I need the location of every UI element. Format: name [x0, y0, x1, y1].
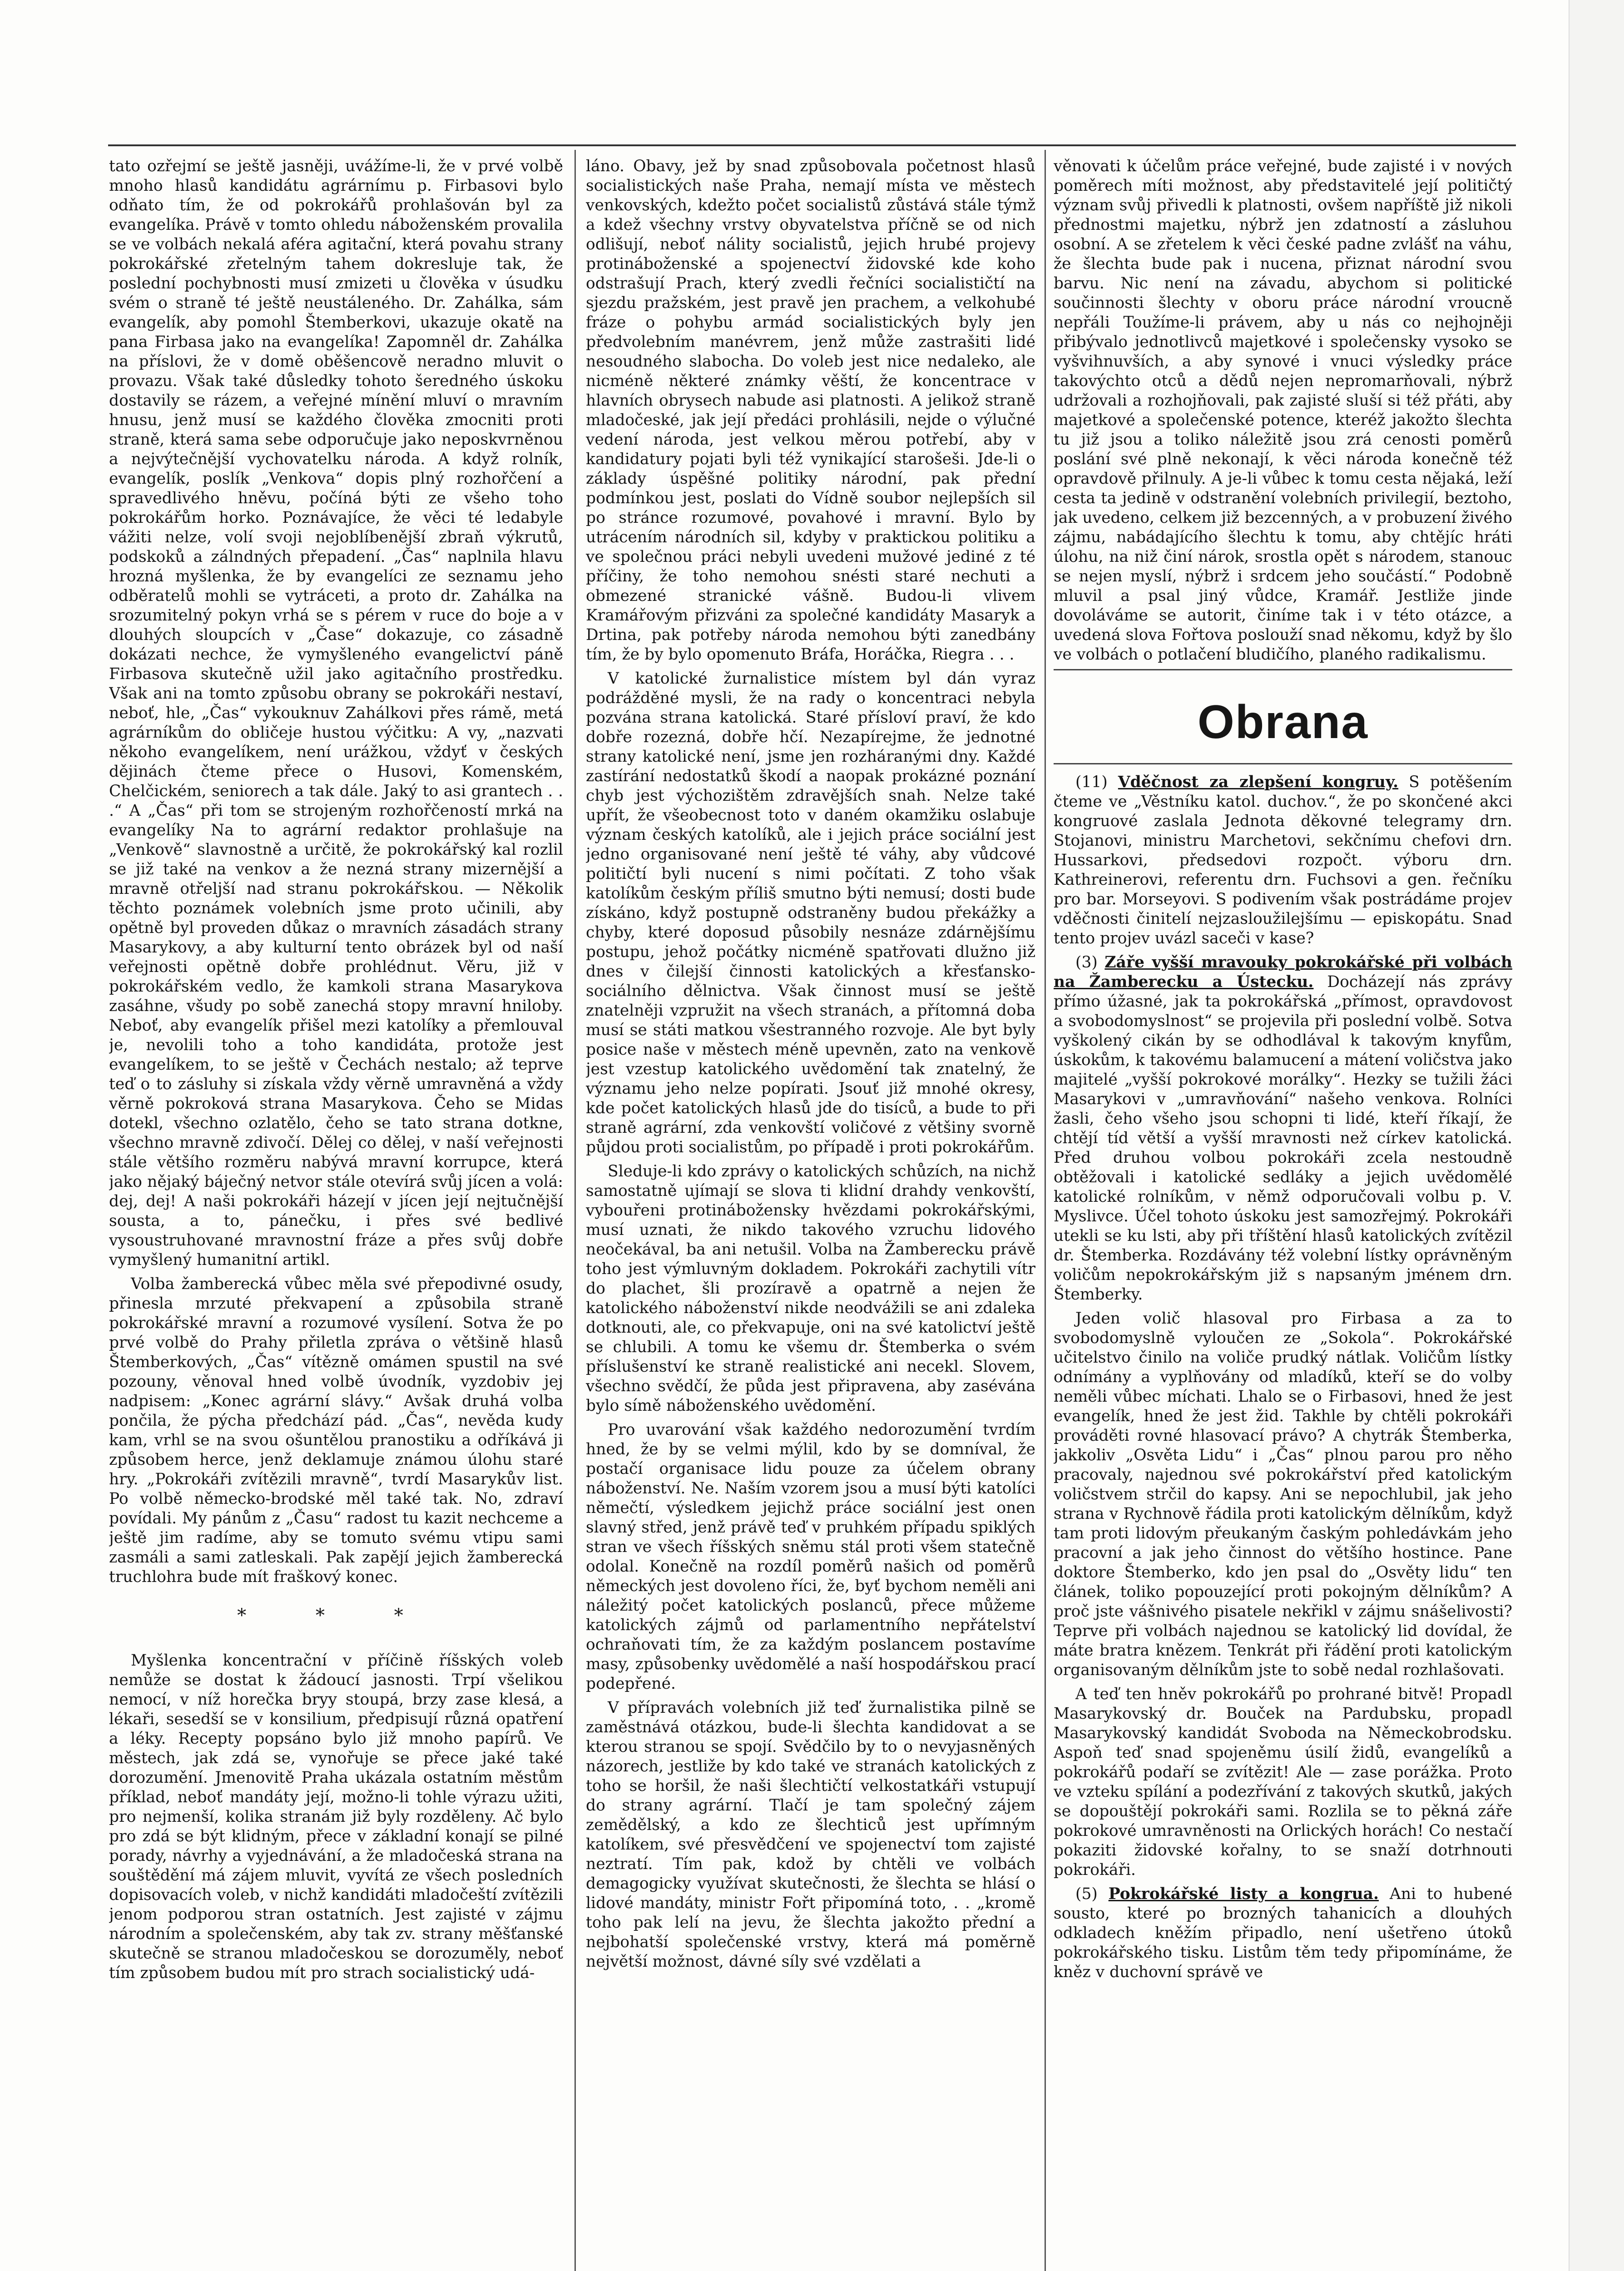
article-paragraph: tato ozřejmí se ještě jasněji, uvážíme-li, že v prvé volbě mnoho hlasů kandidátu agrárnímu p. Firbasovi bylo odňato tím, že od pokrokářů prohlašován byl za evangelíka. Právě v tomto ohledu náboženském provalila se ve volbách nekalá aféra agitační, která povahu strany pokrokářské zřetelným tahem dokresluje tak, že poslední pochybnosti musí zmizeti u člověka v úsudku svém o straně té ještě neustáleného. Dr. Zahálka, sám evangelík, aby pomohl Štemberkovi, ukazuje okatě na pana Firbasa jako na evangelíka! Zapomněl dr. Zahálka na příslovi, že v domě oběšencově neradno mluvit o provazu. Však také důsledky tohoto šeredného úskoku dostavily se rázem, a veřejné mínění mluví o mravním hnusu, jenž musí se každého člověka zmocniti proti straně, která sama sebe odporučuje jako neposkvrněnou a nejvýtečnější vychovatelku národa. A když rolník, evangelík, poslík „Venkova“ dopis plný rozhořčení a spravedlivého hněvu, počíná býti ze všeho toho pokrokářům horko. Poznávajíce, že věci té ledabyle vážiti nelze, volí svoji nejoblíbenější zbraň výkrutů, podskoků a zálndných přepadení. „Čas“ naplnila hlavu hrozná myšlenka, že by evangelíci ze seznamu jeho odběratelů mohli se vytráceti, a proto dr. Zahálka na srozumitelný pokyn vrhá se s pérem v ruce do boje a v dlouhých sloupcích v „Čase“ dokazuje, co zásadně dokázati nechce, že vymyšleného evangelictví páně Firbasova skutečně užil jako agitačního prostředku. Však ani na tomto způsobu obrany se pokrokáři nestaví, neboť, hle, „Čas“ vykouknuv Zahálkovi přes rámě, metá agrárníkům do obličeje hustou výčitku: A vy, „nazvati někoho evangelíkem, není urážkou, vždyť v českých dějinách čteme přece o Husovi, Komenském, Chelčickém, seniorech a tak dále. Jaký to asi grantech . . .“ A „Čas“ při tom se strojeným rozhořčeností mrká na evangelíky Na to agrární redaktor prohlašuje na „Venkově“ slavnostně a určitě, že pokrokářský kal rozlil se již také na venkov a že nezná strany mizernější a mravně otřeljší nad stranu pokrokářskou. — Několik těchto poznámek volebních jsme proto učinili, aby opětně byl proveden důkaz o mravních zásadách strany Masarykovy, a aby kulturní tento obrázek byl od naší veřejnosti opětně dobře prohlédnut. Věru, již v pokrokářském vedlo, že kamkoli strana Masarykova zasáhne, všudy po sobě zanechá stopy mravní hniloby. Neboť, aby evangelík přišel mezi katolíky a přemlouval je, nevolili toho a toho kandidáta, protože jest evangelíkem, to se ještě v Čechách nestalo; až teprve teď o to zásluhy si získala vždy věrně umravněná a vždy věrně pokroková strana Masarykova. Čeho se Midas dotekl, všechno ozlatělo, čeho se tato strana dotkne, všechno mravně zdivočí. Dělej co dělej, v naší veřejnosti stále většího rozměru nabývá mravní korrupce, která jako nějaký báječný netvor stále otevírá svůj jícen a volá: dej, dej! A naši pokrokáři házejí v jícen její nejtučnější sousta, a to, pánečku, i přes své bedlivé vysoustruhované mravnostní fráze a přes svůj dobře vymyšlený humanitní artikl. [109, 157, 563, 1269]
page-margin-right [1570, 0, 1624, 2271]
section-rule [1054, 763, 1512, 764]
article-paragraph: láno. Obavy, jež by snad způsobovala početnost hlasů socialistických naše Praha, nemají místa ve městech venkovských, kdežto počet socialistů zůstává stále týmž a kdež všechny vrstvy obyvatelstva příčně se od nich odlišují, neboť nálity socialistů, jejich hrubé projevy protináboženské a spojenectví židovské kde koho odstrašují Prach, který zvedli řečníci socialističtí na sjezdu pražském, jest pravě jen prachem, a velkohubé fráze o pohybu armád socialistických byly jen předvolebním manévrem, jenž může zastrašiti lidé nesoudného slabocha. Do voleb jest nice nedaleko, ale nicméně některé známky věští, že koncentrace v hlavních obrysech nabude asi platnosti. A jelikož straně mladočeské, jak její předáci prohlásili, nejde o výlučné vedení národa, jest velkou měrou potřebí, aby v kandidatury pojati byli též vynikající starošeši. Jde-li o základy úspěšné politiky národní, pak přední podmínkou jest, poslati do Vídně soubor nejlepších sil po stránce rozumové, povahové i mravní. Bylo by utrácením národních sil, kdyby v praktickou politiku a ve společnou práci nebyli uvedeni mužové jediné z té příčiny, že toho nemohou snésti staré nechuti a obmezené stranické vášně. Budou-li vlivem Kramářovým přizváni za společné kandidáty Masaryk a Drtina, pak potřeby národa nemohou býti zanedbány tím, že by bylo opomenuto Bráfa, Horáčka, Riegra . . . [586, 157, 1035, 664]
item-title: Záře vyšší mravouky pokrokářské při volbách na Žamberecku a Ústecku. [1054, 953, 1512, 991]
article-paragraph: Jeden volič hlasoval pro Firbasa a za to svobodomyslně vyloučen ze „Sokola“. Pokrokářské učitelstvo činilo na voliče prudký nátlak. Voličům lístky odnímány a vyplňovány od mladíků, kteří se do volby neměli vůbec míchati. Lhalo se o Firbasovi, hned že jest evangelík, hned že jest žid. Takhle by chtěli pokrokáři prováděti rovné hlasovací právo? A chytrák Štemberka, jakkoliv „Osvěta Lidu“ i „Čas“ plnou parou pro něho pracovaly, najednou své pokrokářství před katolickým voličstvem strčil do kapsy. Ani se nepochlubil, jak jeho strana v Rychnově řádila proti katolickým dělníkům, když tam proti lidovým přeukaným čaským pohledávkám jeho pracovní a jak jeho činnost do většího hostince. Pane doktore Štemberko, kdo jen psal do „Osvěty lidu“ ten článek, toliko popouzející proti pokojným dělníkům? A proč jste vášnivého pisatele nekřikl v zájmu snášelivosti? Teprve při volbách najednou se katolický lid dovídal, že máte bratra knězem. Tenkrát při řádění proti katolickým organisovaným dělníkům jste to sobě nedal rozhlašovati. [1054, 1309, 1512, 1679]
item-body: Ani to hubené sousto, které po brozných tahanicích a dlouhých odkladech kněžím připadlo, není ušetřeno útoků pokrokářského tisku. Listům těm tedy připomínáme, že kněz v duchovní správě ve [1054, 1885, 1512, 1981]
item-number: (3) [1075, 953, 1098, 972]
section-separator: * * * [237, 1605, 435, 1626]
article-paragraph: Myšlenka koncentrační v příčině říšských voleb nemůže se dostat k žádoucí jasnosti. Trpí všelikou nemocí, v níž horečka bryy stoupá, brzy zase klesá, a lékaři, sesedší se v konsilium, předpisují různá opatření a léky. Recepty popsáno bylo již mnoho papírů. Ve městech, jak zdá se, vynořuje se přece jaké také dorozumění. Jmenovitě Praha ukázala ostatním městům příklad, neboť mandáty její, možno-li tohle výrazu užiti, pro nejmenší, kolika stranám již byly rozděleny. Ač bylo pro zdá se být klidným, přece v základní konají se pilné porady, návrhy a vyjednávání, a že mladočeská strana na souštědění má zájem mluvit, vyvítá ze všech posledních dopisovacích voleb, v nichž kandidáti mladočeští zvítězili jenom podporou stran ostatních. Jest zajisté v zájmu národním a společenském, aby tak zv. strany měšťanské skutečně se stranou mladočeskou se dorozuměly, neboť tím způsobem budou mít pro strach socialistický udá- [109, 1651, 563, 1982]
article-paragraph: věnovati k účelům práce veřejné, bude zajisté i v nových poměrech míti možnost, aby představitelé její političtý význam svůj přivedli k platnosti, ovšem napříště již nikoli přednostmi majetku, nýbrž jen zdatností a zásluhou osobní. A se zřetelem k věci české padne zvlášť na váhu, že šlechta bude pak i nucena, přiznat národní svou barvu. Nic není na závadu, abychom si politické součinnosti šlechty v oboru práce národní vroucně nepřáli Toužíme-li právem, aby u nás co nejhojněji přibývalo jednotlivců majetkové i společensky vysoko se vyšvihnuvších, a aby synové i vnuci výsledky práce takovýchto otců a dědů nejen nepromarňovali, nýbrž udržovali a rozhojňovali, pak zajisté sluší si též přáti, aby majetkové a společenské potence, kteréž jakožto šlechta tu již jsou a toliko náležitě jsou zrá cenosti poměrů poslání své plně nekonají, k věci národa konečně též opravdově přilnuly. A je-li vůbec k tomu cesta nějaká, leží cesta ta jedině v odstranění volebních privilegií, beztoho, jak uvedeno, celkem již bezcenných, a v probuzení živého zájmu, nabádajícího šlechtu k tomu, aby chtějíc hráti úlohu, na niž činí nárok, srostla opět s národem, stanouc se nejen myslí, nýbrž i srdcem jeho součástí.“ Podobně mluvil a psal jiný vůdce, Kramář. Jestliže jinde dovoláváme se autorit, činíme tak i v této otázce, a uvedená slova Fořtova poslouží snad někomu, když by šlo ve volbách o potlačení bludičího, planého radikalismu. [1054, 157, 1512, 664]
item-title: Pokrokářské listy a kongrua. [1108, 1885, 1379, 1903]
article-paragraph: Sleduje-li kdo zprávy o katolických schůzích, na nichž samostatně ujímají se slova ti klidní drahdy venkovští, vybouřeni protinábožensky hvězdami pokrokářskými, musí uznati, že nikdo takového vzruchu lidového neočekával, ba ani netušil. Volba na Žamberecku právě toho jest výmluvným dokladem. Pokrokáři zachytili vítr do plachet, šli prozíravě a opatrně a nejen že katolického náboženství nikde neodvážili se ani zdaleka dotknouti, ale, co překvapuje, oni na své katolictví ještě se chlubili. A tomu ke všemu dr. Štemberka o svém příslušenství ke straně realistické ani necekl. Slovem, všechno svědčí, že půda jest připravena, aby zasévána bylo símě náboženského uvědomění. [586, 1162, 1035, 1415]
item-title: Vděčnost za zlepšení kongruy. [1118, 773, 1399, 791]
top-rule [108, 144, 1516, 146]
column-2 [586, 157, 1035, 2271]
item-number: (5) [1075, 1885, 1098, 1903]
article-paragraph: Volba žamberecká vůbec měla své přepodivné osudy, přinesla mrzuté překvapení a způsobila straně pokrokářské mravní a rozumové vysílení. Sotva že po prvé volbě do Prahy přiletla zpráva o většině hlasů Štemberkových, „Čas“ vítězně omámen spustil na své pozouny, věnoval hned volbě úvodník, vyzdobiv jej nadpisem: „Konec agrární slávy.“ Avšak druhá volba pončila, že pýcha předchází pád. „Čas“, nevěda kudy kam, vrhl se na svou ošuntělou pranostiku a odříkává ji způsobem herce, jenž deklamuje známou úlohu staré hry. „Pokrokáři zvítězili mravně“, tvrdí Masarykův list. Po volbě německo-brodské měl také tak. No, zdraví povídali. My pánům z „Času“ radost tu kazit nechceme a ještě jim radíme, aby se tomuto svému vtipu sami zasmáli a sami zatleskali. Pak zapějí jejich žamberecká truchlohra bude mít fraškový konec. [109, 1275, 563, 1586]
column-1 [109, 157, 563, 2271]
article-paragraph: Pro uvarování však každého nedorozumění tvrdím hned, že by se velmi mýlil, kdo by se domníval, že postačí organisace lidu pouze za účelem obrany náboženství. Ne. Naším vzorem jsou a musí býti katolíci němečtí, výsledkem jejichž práce sociální jest onen slavný střed, jenž právě teď v pruhkém případu spiklých stran ve všech říšských sněmu stál proti všem statečně odolal. Konečně na rozdíl poměrů našich od poměrů německých jest dovoleno říci, že, byť bychom neměli ani náležitý počet katolických poslanců, přece můžeme katolických zájmů od parlamentního nepřátelství ochraňovati tím, že za každým poslancem postavíme masy, způsobenky uvědomělé a naší hospodářskou prací podepřené. [586, 1421, 1035, 1693]
column-divider-1 [574, 150, 576, 2271]
article-paragraph: V přípravách volebních již teď žurnalistika pilně se zaměstnává otázkou, bude-li šlechta kandidovat a se kterou stranou se spojí. Svědčilo by to o nevyjasněných názorech, jestliže by kdo také ve stranách katolických z toho se horšil, že naši šlechtičtí velkostatkáři vstupují do strany agrární. Tlačí je tam společný zájem zemědělský, a kdo ze šlechticů jest upřímným katolíkem, své přesvědčení ve spojenectví tom zajisté neztratí. Tím pak, kdož by chtěli ve volbách demagogicky využívat skutečnosti, že šlechta se hlásí o lidové mandáty, ministr Fořt připomíná toto, . . „kromě toho pak lelí na jevu, že šlechta jakožto přední a nejbohatší společenské vrstvy, která má poměrně největší možnost, dávné síly své vzdělati a [586, 1699, 1035, 1971]
article-paragraph: V katolické žurnalistice místem byl dán vyraz podrážděné mysli, že na rady o koncentraci nebyla pozvána strana katolická. Staré přísloví praví, že kdo dobře rozezná, dobře hčí. Nezapírejme, že jednotné strany katolické není, jsme jen rozháranými dny. Každé zastírání nedostatků škodí a naopak prokázné poznání chyb jest výchozištěm zdravějších snah. Nelze také upřít, že všeobecnost toto v daném okamžiku oslabuje význam českých katolíků, ale i jejich práce sociální jest jedno organisované není ještě té váhy, aby vůdcové političtí byli nucení s nimi počítati. Z toho však katolíkům českým příliš smutno býti nemusí; dosti bude získáno, když postupně odstraněny budou překážky a chyby, které doposud působily nesnáze zdárnějšímu postupu, jehož počátky nicméně spatřovati dlužno již dnes v čilejší činnosti katolických a křesťansko-sociálního dělnictva. Však činnost musí se ještě znatelněji vzpružit na všech stranách, a přítomná doba musí se státi matkou všestranného rozvoje. Ale byt byly posice naše v městech méně upevněn, zato na venkově jest vzestup katolického uvědomění tak znatelný, že významu jeho nelze popírati. Jsouť již mnohé okresy, kde počet katolických hlasů jde do tisíců, a bude to při straně agrární, zda venkovští voličové z většiny svorně půjdou proti socialistům, po případě i proti pokrokářům. [586, 669, 1035, 1156]
column-3 [1054, 157, 1512, 2271]
item-body: S potěšením čteme ve „Věstníku katol. duchov.“, že po skončené akci kongruové zaslala Jednota děkovné telegramy drn. Stojanovi, ministru Marchetovi, sekčnímu chefovi drn. Hussarkovi, předsedovi rozpočt. výboru drn. Kathreinerovi, referentu drn. Fuchsovi a gen. řečníku pro bar. Morseyovi. S podivením však postrádáme projev vděčnosti činitelí nejzasloužilejšímu — episkopátu. Snad tento projev uvázl saceči v kase? [1054, 773, 1512, 947]
item-number: (11) [1075, 773, 1108, 791]
article-paragraph: A teď ten hněv pokrokářů po prohrané bitvě! Propadl Masarykovský dr. Bouček na Pardubsku, propadl Masarykovský kandidát Svoboda na Německobrodsku. Aspoň teď snad spojeněmu úsilí židů, evangelíků a pokrokářů podaří se zvítězit! Ale — zase porážka. Proto ve vzteku spílání a podezřívání z takových skutků, jakých se dopouštějí pokrokáři sami. Rozlila se to pěkná záře pokrokové umravněnosti na Orlických horách! Co nestačí pokaziti židovské kořalny, to se snaží dotrhnouti pokrokáři. [1054, 1685, 1512, 1879]
section-rule [1054, 669, 1512, 670]
item-body: Docházejí nás zprávy přímo úžasné, jak ta pokrokářská „přímost, opravdovost a svobodomyslnost“ se projevila při poslední volbě. Sotva vyškolený cikán by se odhodlával k takovým knyfům, úskokům, k takovému balamucení a mátení voličstva jako majitelé „vyšší pokrokové morálky“. Hezky se tužili žáci Masarykovi v „umravňování“ našeho venkova. Rolníci žasli, čeho všeho jsou schopni ti lidé, kteří říkají, že chtějí tíd větší a vyšší mravnosti než církev katolická. Před druhou volbou pokrokáři zcela nestoudně obtěžovali i katolické sedláky a jejich uvědomělé katolické rolníkům, v němž odporučovali volbu p. V. Myslivce. Účel tohoto úskoku jest samozřejmý. Pokrokáři utekli se ku lsti, aby při tříštění hlasů katolických zvítězil dr. Štemberka. Rozdávány též volební lístky oprávněným voličům nepokrokářským již s napsaným jménem drn. Štemberky. [1054, 973, 1512, 1304]
column-divider-2 [1045, 150, 1046, 2271]
section-heading: Obrana [1197, 696, 1369, 749]
